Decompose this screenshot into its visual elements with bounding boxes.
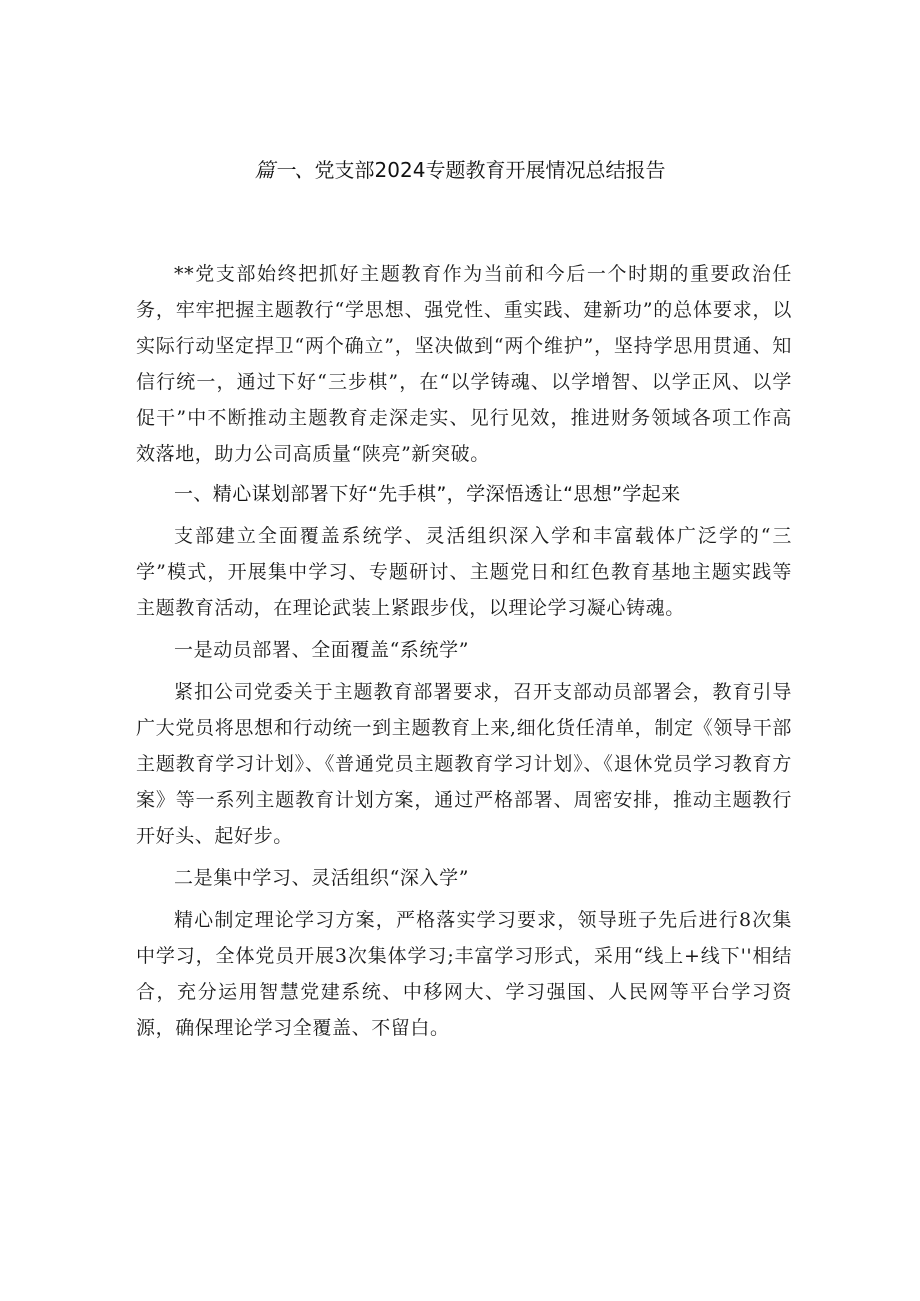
section-1-paragraph: 支部建立全面覆盖系统学、灵活组织深入学和丰富载体广泛学的“三学”模式，开展集中学习、专题研讨、主题党日和红色教育基地主题实践等主题教育活动，在理论武装上紧跟步伐，以理论学习凝心铸魂。 bbox=[136, 525, 792, 619]
document-title bbox=[0, 156, 920, 184]
subheading-1: 一是动员部署、全面覆盖“系统学” bbox=[174, 639, 470, 661]
document-body bbox=[136, 256, 792, 1046]
subheading-2: 二是集中学习、灵活组织“深入学” bbox=[174, 867, 470, 889]
section-heading-1: 一、精心谋划部署下好“先手棋”，学深悟透让“思想”学起来 bbox=[174, 483, 681, 505]
title-lead: 篇一、 bbox=[254, 158, 315, 182]
subheading-2-paragraph: 精心制定理论学习方案，严格落实学习要求，领导班子先后进行8次集中学习，全体党员开展3次集体学习;丰富学习形式，采用“线上+线下''相结合，充分运用智慧党建系统、中移网大、学习强国、人民网等平台学习资源，确保理论学习全覆盖、不留白。 bbox=[136, 909, 792, 1039]
title-text: 党支部2024专题教育开展情况总结报告 bbox=[314, 158, 666, 182]
intro-paragraph: **党支部始终把抓好主题教育作为当前和今后一个时期的重要政治任务，牢牢把握主题教行“学思想、强党性、重实践、建新功”的总体要求，以实际行动坚定捍卫“两个确立”，坚决做到“两个维护”，坚持学思用贯通、知信行统一，通过下好“三步棋”，在“以学铸魂、以学增智、以学正风、以学促干”中不断推动主题教育走深走实、见行见效，推进财务领域各项工作高效落地，助力公司高质量“陕亮”新突破。 bbox=[136, 263, 792, 465]
subheading-1-paragraph: 紧扣公司党委关于主题教育部署要求，召开支部动员部署会，教育引导广大党员将思想和行动统一到主题教育上来,细化货任清单，制定《领导干部主题教育学习计划》、《普通党员主题教育学习计划》、《退休党员学习教育方案》等一系列主题教育计划方案，通过严格部署、周密安排，推动主题教行开好头、起好步。 bbox=[136, 681, 792, 847]
